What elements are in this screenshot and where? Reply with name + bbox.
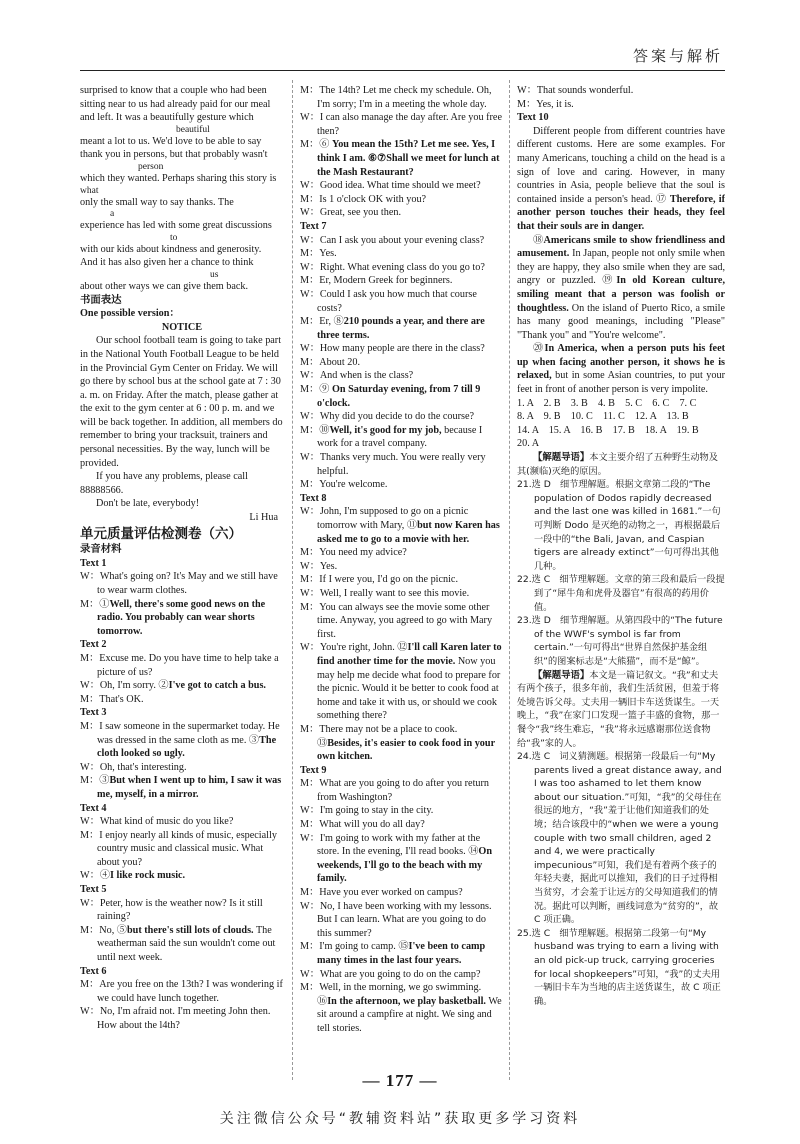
guide-note: 【解题导语】本文主要介绍了五种野生动物及其(濒临)灭绝的原因。 bbox=[517, 452, 718, 477]
correction: beautiful bbox=[176, 124, 210, 135]
text-label: Text 6 bbox=[80, 965, 107, 977]
text-line: And it has also given her a chance to think bbox=[80, 257, 254, 269]
dialogue-line: M：If I were you, I'd go on the picnic. bbox=[300, 574, 459, 586]
correction: what bbox=[80, 185, 99, 196]
dialogue-line: M：I saw someone in the supermarket today. He was dressed in the same cloth as me. ③The cloth looked so ugly. bbox=[80, 720, 280, 760]
dialogue-line: M：No, ⑤but there's still lots of clouds. The weatherman said the sun wouldn't come out until next week. bbox=[80, 924, 276, 964]
dialogue-line: W：④I like rock music. bbox=[80, 870, 186, 882]
dialogue-line: M：③But when I went up to him, I saw it was me, myself, in a mirror. bbox=[80, 775, 282, 800]
dialogue-line: M：⑥ You mean the 15th? Let me see. Yes, I think I am. ⑥⑦Shall we meet for lunch at the Mash Restaurant? bbox=[300, 139, 500, 178]
dialogue-line: M：The 14th? Let me check my schedule. Oh, I'm sorry; I'm in a meeting the whole day. bbox=[300, 85, 492, 110]
dialogue-line: W：Can I ask you about your evening class? bbox=[300, 234, 485, 246]
dialogue-line: M：That's OK. bbox=[80, 693, 144, 705]
dialogue-line: W：Good idea. What time should we meet? bbox=[300, 180, 481, 192]
dialogue-line: W：Right. What evening class do you go to? bbox=[300, 261, 485, 273]
guide-note: 【解题导语】本文是一篇记叙文。“我”和丈夫有两个孩子，很多年前，我们生活贫困，但羞于将处境告诉父母。丈夫用一辆旧卡车送货谋生。一天晚上，“我”在家门口发现一篮子丰盛的食物，那一餐令“我”终生难忘，“我”将永远感谢那位送食物给“我”家的人。 bbox=[517, 669, 720, 749]
text-label: Text 1 bbox=[80, 557, 107, 569]
dialogue-line: M：There may not be a place to cook. ⑬Besides, it's easier to cook food in your own kitchen. bbox=[300, 723, 495, 763]
passage-paragraph: ⑳In America, when a person puts his feet up when facing another person, it shows he is relaxed, but in some Asian countries, to put your feet in front of another person is very impolite. bbox=[517, 343, 725, 396]
dialogue-line: W：Yes. bbox=[300, 560, 338, 572]
dialogue-line: M：Is 1 o'clock OK with you? bbox=[300, 193, 427, 205]
passage-paragraph: ⑱Americans smile to show friendliness and amusement. In Japan, people not only smile when they are happy, they also smile when they are sad, angry or puzzled. ⑲In old Korean culture, smiling meant that a person was foolish or thoughtless. On the island of Puerto Rico, a smile has many good meanings, including "Please" "Thank you" and "You're welcome". bbox=[517, 234, 725, 341]
dialogue-line: M：What will you do all day? bbox=[300, 819, 425, 831]
answer-row: 20. A bbox=[517, 438, 540, 450]
column-divider bbox=[292, 80, 293, 1080]
dialogue-line: W：I'm going to stay in the city. bbox=[300, 805, 434, 817]
notice-paragraph: If you have any problems, please call 88888566. bbox=[80, 471, 248, 496]
dialogue-line: M：⑨ On Saturday evening, from 7 till 9 o'clock. bbox=[300, 384, 481, 409]
text-line: experience has led with some great discussions bbox=[80, 220, 272, 232]
column-middle bbox=[300, 84, 502, 1074]
answer-key bbox=[517, 397, 725, 451]
text-line: surprised to know that a couple who had been bbox=[80, 85, 267, 96]
explanation: 25.选 C 细节理解题。根据第二段第一句“My husband was trying to earn a living with an old pick-up truck, carrying groceries for local shopkeepers”可知，“我”的丈夫用一辆旧卡车为当地的店主送货谋生，故 C 项正确。 bbox=[517, 927, 721, 1007]
dialogue-line: W：What are you going to do on the camp? bbox=[300, 968, 481, 980]
dialogue-line: W：No, I have been working with my lessons. But I can learn. What are you going to do this summer? bbox=[300, 900, 492, 939]
text-line: about other ways we can give them back. bbox=[80, 280, 249, 292]
text-line: only the small way to say thanks. The bbox=[80, 196, 234, 208]
text-line: and left. It was a beautifully gesture which bbox=[80, 112, 254, 124]
dialogue-line: M：What are you going to do after you return from Washington? bbox=[300, 778, 489, 803]
dialogue-line: W：What's going on? It's May and we still have to wear warm clothes. bbox=[80, 571, 278, 596]
dialogue-line: M：You can always see the movie some other time. Anyway, you agreed to go with Mary first. bbox=[300, 601, 493, 640]
footer-note: 关注微信公众号“教辅资料站”获取更多学习资料 bbox=[219, 1111, 581, 1127]
page-number: — 177 — bbox=[362, 1071, 438, 1090]
text-label: Text 9 bbox=[300, 764, 327, 776]
column-divider bbox=[509, 80, 510, 1080]
dialogue-line: W：Oh, that's interesting. bbox=[80, 761, 187, 773]
dialogue-line: W：Why did you decide to do the course? bbox=[300, 411, 474, 423]
dialogue-line: M：About 20. bbox=[300, 356, 360, 368]
dialogue-line: M：Yes. bbox=[300, 248, 337, 260]
answer-row: 8. A 9. B 10. C 11. C 12. A 13. B bbox=[517, 411, 689, 423]
text-label: Text 4 bbox=[80, 802, 107, 814]
text-line: thank you in persons, but that probably wasn't bbox=[80, 149, 268, 161]
dialogue-line: M：Excuse me. Do you have time to help take a picture of us? bbox=[80, 652, 279, 678]
text-label: Text 3 bbox=[80, 707, 107, 719]
text-block bbox=[80, 965, 284, 1033]
dialogue-line: W：How many people are there in the class? bbox=[300, 343, 485, 355]
correction: person bbox=[138, 161, 164, 172]
dialogue-line: W：I'm going to work with my father at the store. In the evening, I'll read books. ⑭On weekends, I'll go to the beach with my family. bbox=[300, 832, 492, 885]
dialogue-line: W：That sounds wonderful. bbox=[517, 85, 634, 96]
answer-row: 14. A 15. A 16. B 17. B 18. A 19. B bbox=[517, 424, 699, 436]
dialogue-line: W：And when is the class? bbox=[300, 370, 414, 382]
text-label: Text 5 bbox=[80, 884, 107, 896]
dialogue-line: W：No, I'm afraid not. I'm meeting John then. How about the l4th? bbox=[80, 1006, 271, 1031]
passage-paragraph: Different people from different countries have different customs. Here are some examples. For many Americans, touching a child on the head is a sign of love and caring. However, in many countries in Asia, people believe that the soul is contained inside a person's head. ⑰ Therefore, if another person touches their heads, they feel that their souls are in danger. bbox=[517, 125, 725, 232]
dialogue-line: M：Are you free on the 13th? I was wondering if we could have lunch together. bbox=[80, 979, 283, 1004]
text-line: with our kids about kindness and generosity. bbox=[80, 243, 262, 255]
explanation: 21.选 D 细节理解题。根据文章第二段的“The population of Dodos rapidly decreased and the last one was killed in 1681.”一句可判断 Dodo 是灭绝的动物之一，再根据最后一段中的“the Bali, Javan, and Caspian tigers are already extinct”一句可得出其他几种。 bbox=[517, 479, 721, 572]
dialogue-line: M：Have you ever worked on campus? bbox=[300, 887, 463, 899]
dialogue-line: M：You're welcome. bbox=[300, 479, 388, 491]
correction: to bbox=[170, 232, 178, 243]
dialogue-line: W：I can also manage the day after. Are you free then? bbox=[300, 112, 502, 137]
dialogue-line: W：Well, I really want to see this movie. bbox=[300, 587, 470, 599]
text-label: Text 8 bbox=[300, 492, 327, 504]
dialogue-line: M：Well, in the morning, we go swimming. ⑯In the afternoon, we play basketball. We sit around a campfire at night. We sing and tell stories. bbox=[300, 982, 502, 1034]
dialogue-line: W：Thanks very much. You were really very helpful. bbox=[300, 452, 486, 477]
text-block bbox=[80, 883, 284, 965]
dialogue-line: W：What kind of music do you like? bbox=[80, 816, 234, 828]
text-block bbox=[80, 557, 284, 639]
dialogue-line: M：I'm going to camp. ⑮I've been to camp many times in the last four years. bbox=[300, 941, 486, 966]
section-heading: 录音材料 bbox=[80, 543, 122, 556]
correction: us bbox=[210, 269, 219, 280]
dialogue-line: W：You're right, John. ⑫I'll call Karen later to find another time for the movie. Now you may help me decide what food to prepare for the picnic. Would it be better to cook food at home and take it with us, or should we cook something there? bbox=[300, 642, 502, 722]
answer-row: 1. A 2. B 3. B 4. B 5. C 6. C 7. C bbox=[517, 397, 697, 409]
signature: Li Hua bbox=[249, 512, 278, 524]
dialogue-line: W：Could I ask you how much that course costs? bbox=[300, 288, 477, 314]
section-heading: 书面表达 bbox=[80, 293, 122, 306]
column-left bbox=[80, 84, 284, 1074]
text-line: meant a lot to us. We'd love to be able to say bbox=[80, 135, 262, 147]
column-right bbox=[517, 84, 725, 1074]
dialogue-line: M：I enjoy nearly all kinds of music, especially country music and classical music. What about you? bbox=[80, 829, 277, 868]
dialogue-line: W：Oh, I'm sorry. ②I've got to catch a bus. bbox=[80, 680, 266, 692]
header-title: 答案与解析 bbox=[632, 47, 723, 65]
dialogue-line: M：Er, ⑧210 pounds a year, and there are three terms. bbox=[300, 316, 485, 341]
notice-paragraph: Don't be late, everybody! bbox=[96, 498, 200, 510]
text-block bbox=[80, 706, 284, 801]
dialogue-line: W：Peter, how is the weather now? Is it still raining? bbox=[80, 897, 263, 923]
text-line: which they wanted. Perhaps sharing this story is bbox=[80, 172, 277, 184]
unit-title: 单元质量评估检测卷（六） bbox=[80, 525, 242, 542]
dialogue-line: M：⑩Well, it's good for my job, because I work for a travel company. bbox=[300, 424, 483, 450]
text-label: Text 10 bbox=[517, 112, 549, 124]
text-block bbox=[80, 638, 284, 706]
page-header bbox=[80, 38, 725, 71]
dialogue-line: M：You need my advice? bbox=[300, 547, 407, 559]
dialogue-line: W：John, I'm supposed to go on a picnic tomorrow with Mary, ⑪but now Karen has asked me to go to a movie with her. bbox=[300, 506, 500, 545]
explanation: 24.选 C 词义猜测题。根据第一段最后一句“My parents lived a great distance away, and I was too ashamed to let them know about our situation.”可知，“我”的父母住在很远的地方，“我”羞于让他们知道我们的处境；结合该段中的“when we were a young couple with two small children, aged 2 and 4, we were practically impecunious”可知，我们是有着两个孩子的年轻夫妻，据此可以推知，我们的日子过得相当贫穷，才会羞于让远方的父母知道我们的情况。据此可以判断，画线词意为“贫穷的”，故 C 项正确。 bbox=[517, 751, 722, 926]
text-line: sitting near to us had already paid for our meal bbox=[80, 98, 271, 110]
version-label: One possible version： bbox=[80, 308, 180, 320]
correction: a bbox=[110, 209, 115, 220]
dialogue-line: W：Great, see you then. bbox=[300, 207, 401, 219]
text-block bbox=[80, 802, 284, 884]
dialogue-line: M：①Well, there's some good news on the radio. You probably can wear shorts tomorrow. bbox=[80, 598, 266, 637]
explanation: 23.选 D 细节理解题。从第四段中的“The future of the WWF's symbol is far from certain.”一句可得出“世界自然保护基金组织”的图案标志是“大熊猫”，而不是“鲸”。 bbox=[517, 615, 723, 667]
text-label: Text 2 bbox=[80, 639, 107, 651]
notice-paragraph: Our school football team is going to take part in the National Youth Football League to be held in the Provincial Gym Center on Friday. We will go there by school bus at the school gate at 7 : 30 a. m. on Friday. After the match, please gather at the exit to the gym center at 6 : 00 p. m. and we will be back together. In addition, all members do remember to bring your tracksuit, trainers and personal necessities. By the way, lunch will be provided. bbox=[80, 335, 283, 469]
explanation: 22.选 C 细节理解题。文章的第三段和最后一段提到了“犀牛角和虎骨及器官”有很高的药用价值。 bbox=[517, 574, 725, 613]
dialogue-line: M：Er, Modern Greek for beginners. bbox=[300, 275, 453, 287]
notice-title: NOTICE bbox=[161, 321, 203, 333]
text-label: Text 7 bbox=[300, 220, 327, 232]
dialogue-line: M：Yes, it is. bbox=[517, 98, 574, 110]
